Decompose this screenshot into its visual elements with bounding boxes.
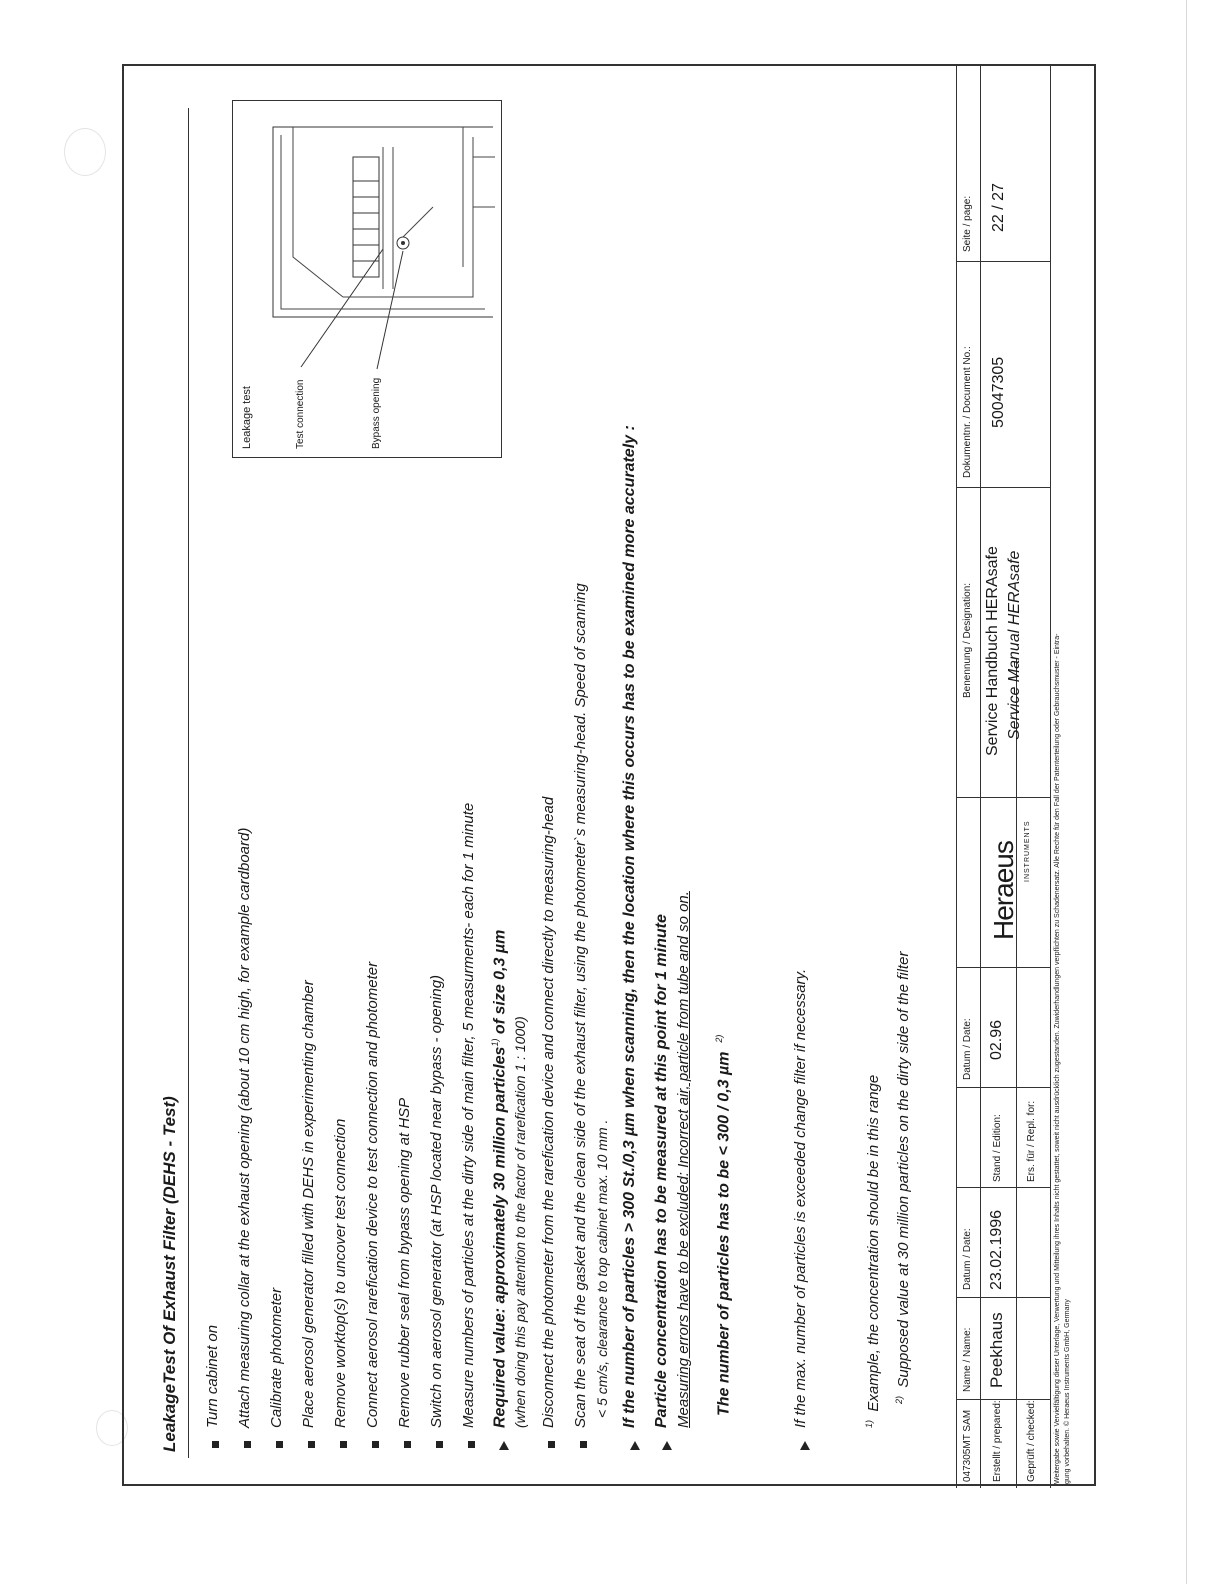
date-label: Datum / Date: [962, 1228, 973, 1290]
footer-divider [956, 1297, 1050, 1298]
required-value [490, 930, 509, 1428]
bullet-icon [276, 1441, 283, 1448]
footnote-text: Example, the concentration should be in this range [865, 1074, 882, 1412]
number-of-particles [714, 1035, 733, 1416]
number-of-particles-text: The number of particles has to be < 300 / 0,3 µm [715, 1051, 733, 1416]
footer-bottom-rule [1050, 66, 1051, 1488]
designation-en: Service Manual HERAsafe [1006, 550, 1023, 740]
bullet-icon [212, 1441, 219, 1448]
footnote-2 [894, 952, 912, 1404]
required-text-b: of size 0,3 µm [491, 929, 509, 1039]
step-6: Connect aerosol rarefication device to test connection and photometer [364, 961, 381, 1428]
figure-label-bypass-opening: Bypass opening [371, 377, 382, 449]
designation-label: Benennung / Designation: [962, 582, 973, 698]
measuring-errors: Measuring errors have to be excluded: Incorrect air, particle from tube and so on. [675, 891, 692, 1428]
step-4: Place aerosol generator filled with DEHS in experimenting chamber [300, 980, 317, 1428]
step-5: Remove worktop(s) to uncover test connection [332, 1118, 349, 1428]
step-1: Turn cabinet on [204, 1324, 221, 1428]
arrow-bullet-icon [662, 1441, 672, 1450]
footer-row-rule [980, 66, 981, 1488]
footer-divider [956, 1187, 1050, 1188]
bullet-icon [372, 1441, 379, 1448]
bullet-icon [580, 1441, 587, 1448]
footnote-text: Supposed value at 30 million particles on the dirty side of the filter [895, 951, 912, 1388]
edition-label: Stand / Edition: [992, 1114, 1003, 1182]
cabinet-drawing [233, 101, 501, 457]
arrow-bullet-icon [499, 1441, 509, 1450]
bullet-icon [436, 1441, 443, 1448]
footnote-ref: 2) [714, 1034, 724, 1043]
prepared-label: Erstellt / prepared: [992, 1400, 1003, 1482]
repl-label: Ers. für / Repl. for: [1026, 1100, 1037, 1182]
scan-smudge [64, 128, 106, 176]
document-frame [122, 64, 1096, 1486]
docno-label: Dokumentnr. / Document No.: [962, 346, 973, 478]
step-2: Attach measuring collar at the exhaust opening (about 10 cm high, for example cardboard) [236, 827, 253, 1428]
figure-title: Leakage test [241, 386, 253, 449]
step-disconnect: Disconnect the photometer from the rarefication device and connect directly to measuring-head [540, 796, 557, 1428]
required-note: (when doing this pay attention to the factor of rarefication 1 : 1000) [512, 1016, 528, 1428]
footer-divider [956, 487, 1050, 488]
if-max: If the max. number of particles is exceeded change filter if necessary. [792, 968, 809, 1428]
name-label: Name / Name: [962, 1327, 973, 1392]
prepared-date: 23.02.1996 [988, 1209, 1005, 1290]
footer-divider [956, 261, 1050, 262]
footnote-1 [864, 1075, 882, 1428]
bullet-icon [340, 1441, 347, 1448]
bullet-icon [308, 1441, 315, 1448]
bullet-icon [548, 1441, 555, 1448]
footnote-ref: 1) [490, 1038, 500, 1047]
figure-label-test-connection: Test connection [295, 379, 306, 449]
footer-row-rule [1016, 658, 1017, 1488]
footnote-mark: 2) [894, 1395, 904, 1404]
required-text-a: Required value: approximately 30 million particles [491, 1046, 509, 1428]
step-3: Calibrate photometer [268, 1287, 285, 1428]
step-8: Switch on aerosol generator (at HSP located near bypass - opening) [428, 974, 445, 1428]
page-title: LeakageTest Of Exhaust Filter (DEHS - Test) [160, 1096, 179, 1452]
heraeus-logo-sub: INSTRUMENTS [1024, 820, 1031, 882]
page-number: 22 / 27 [990, 183, 1007, 232]
edition-date: 02.96 [988, 1019, 1005, 1060]
scan-edge-line [1186, 0, 1187, 1584]
bullet-icon [244, 1441, 251, 1448]
footer-divider [956, 967, 1050, 968]
bullet-icon [404, 1441, 411, 1448]
step-scan-note: < 5 cm/s, clearance to top cabinet max. 10 mm . [594, 1119, 610, 1418]
rotated-page [124, 66, 1098, 1488]
leakage-test-figure [232, 100, 502, 458]
step-7: Remove rubber seal from bypass opening at HSP [396, 1097, 413, 1428]
arrow-bullet-icon [630, 1441, 640, 1450]
particle-concentration: Particle concentration has to be measured at this point for 1 minute [653, 914, 670, 1428]
footer-top-rule [956, 66, 957, 1488]
bullet-icon [468, 1441, 475, 1448]
document-number: 50047305 [990, 356, 1007, 428]
footnote-mark: 1) [864, 1419, 874, 1428]
designation-de: Service Handbuch HERAsafe [984, 546, 1001, 756]
step-scan: Scan the seat of the gasket and the clean side of the exhaust filter, using the photometer`s measuring-head. Speed of scanning [572, 583, 589, 1428]
footer-divider [956, 1087, 1050, 1088]
arrow-bullet-icon [800, 1441, 810, 1450]
heraeus-logo: Heraeus [988, 841, 1019, 940]
title-rule [188, 108, 189, 1458]
footer-divider [956, 797, 1050, 798]
step-9: Measure numbers of particles at the dirty side of main filter, 5 measurments- each for 1 minute [460, 802, 477, 1428]
legal-line-2: gung vorbehalten. © Heraeus Instruments GmbH, Germany [1064, 1299, 1071, 1484]
page-label: Seite / page: [962, 195, 973, 252]
prepared-name: Peekhaus [987, 1312, 1006, 1388]
date-label-2: Datum / Date: [962, 1018, 973, 1080]
legal-line-1: Weitergabe sowie Vervielfältigung dieser Unterlage, Verwertung und Mitteilung ihres Inhalts nicht gestattet, soweit nicht ausdrücklich zugestanden. Zuwiderhandlungen verpflichten zu Schadenersatz. Alle Rechte für den Fall der Patenterteilung oder Gebrauchsmuster - Eintra- [1054, 633, 1061, 1484]
checked-label: Geprüft / checked: [1026, 1400, 1037, 1482]
document-code: 047305MT SAM [962, 1409, 973, 1482]
if-particles: If the number of particles > 300 St./0,3 µm when scanning, then the location where this occurs has to be examined more accurately : [621, 425, 638, 1428]
